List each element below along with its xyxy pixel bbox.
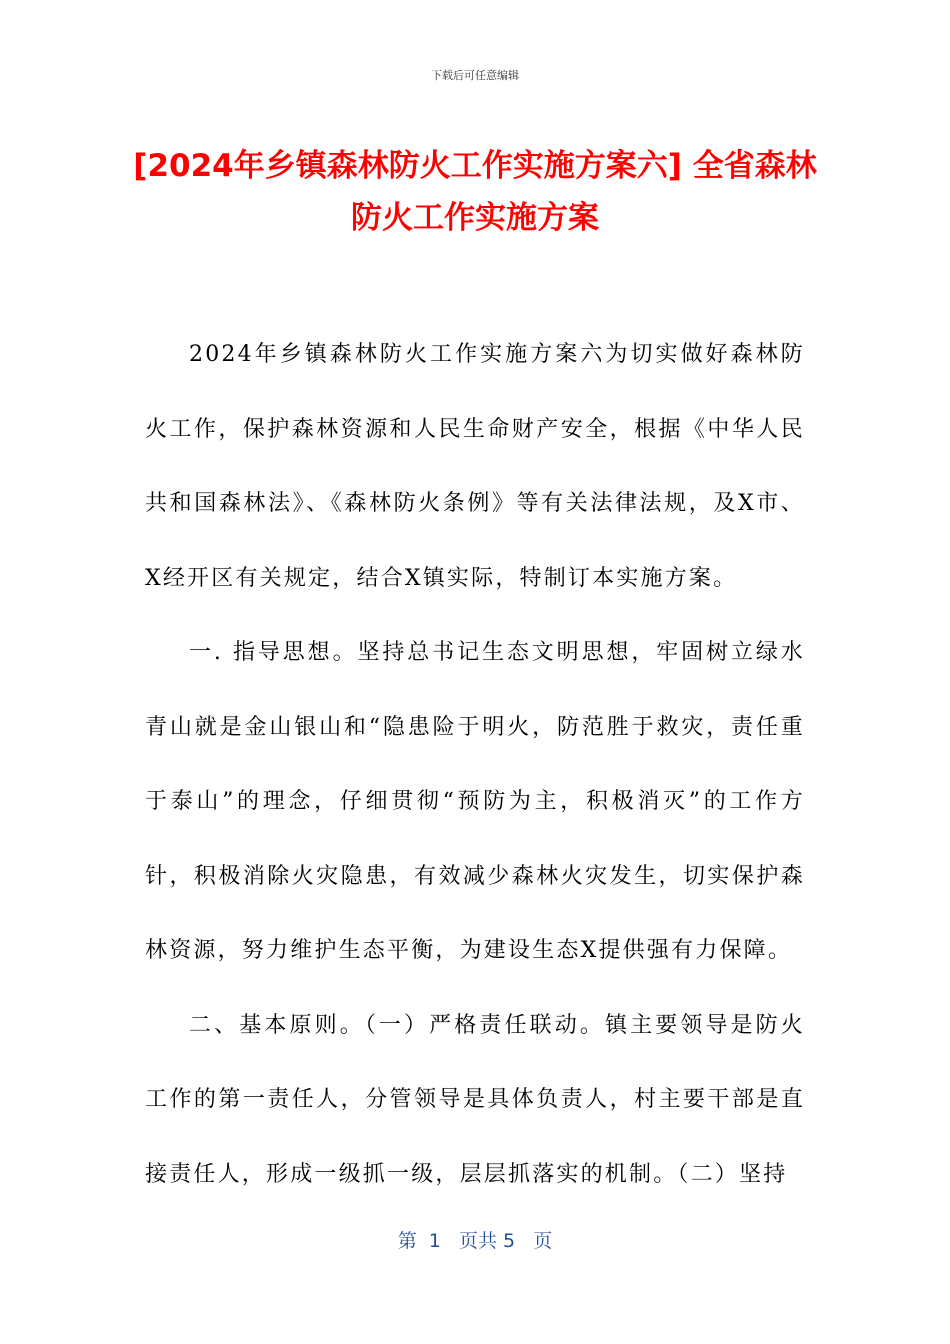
- paragraph-basic-principles: 二、基本原则。（一）严格责任联动。镇主要领导是防火工作的第一责任人，分管领导是具体负责人，村主要干部是直接责任人，形成一级抓一级，层层抓落实的机制。（二）坚持: [145, 1012, 805, 1187]
- page-footer: 第 1 页共 5 页: [397, 1230, 553, 1252]
- header-note: 下载后可任意编辑: [431, 69, 519, 82]
- paragraph-guiding-ideology: 一. 指导思想。坚持总书记生态文明思想，牢固树立绿水青山就是金山银山和“隐患险于明火，防范胜于救灾，责任重于泰山”的理念，仔细贯彻“预防为主，积极消灭”的工作方针，积极消除火灾隐患，有效减少森林火灾发生，切实保护森林资源，努力维护生态平衡，为建设生态X提供强有力保障。: [145, 640, 805, 963]
- document-title: [2024年乡镇森林防火工作实施方案六] 全省森林防火工作实施方案: [133, 148, 817, 236]
- paragraph-intro: 2024年乡镇森林防火工作实施方案六为切实做好森林防火工作，保护森林资源和人民生命财产安全，根据《中华人民共和国森林法》、《森林防火条例》等有关法律法规，及X市、X经开区有关规定，结合X镇实际，特制订本实施方案。: [145, 342, 805, 591]
- document-body: [145, 318, 805, 1212]
